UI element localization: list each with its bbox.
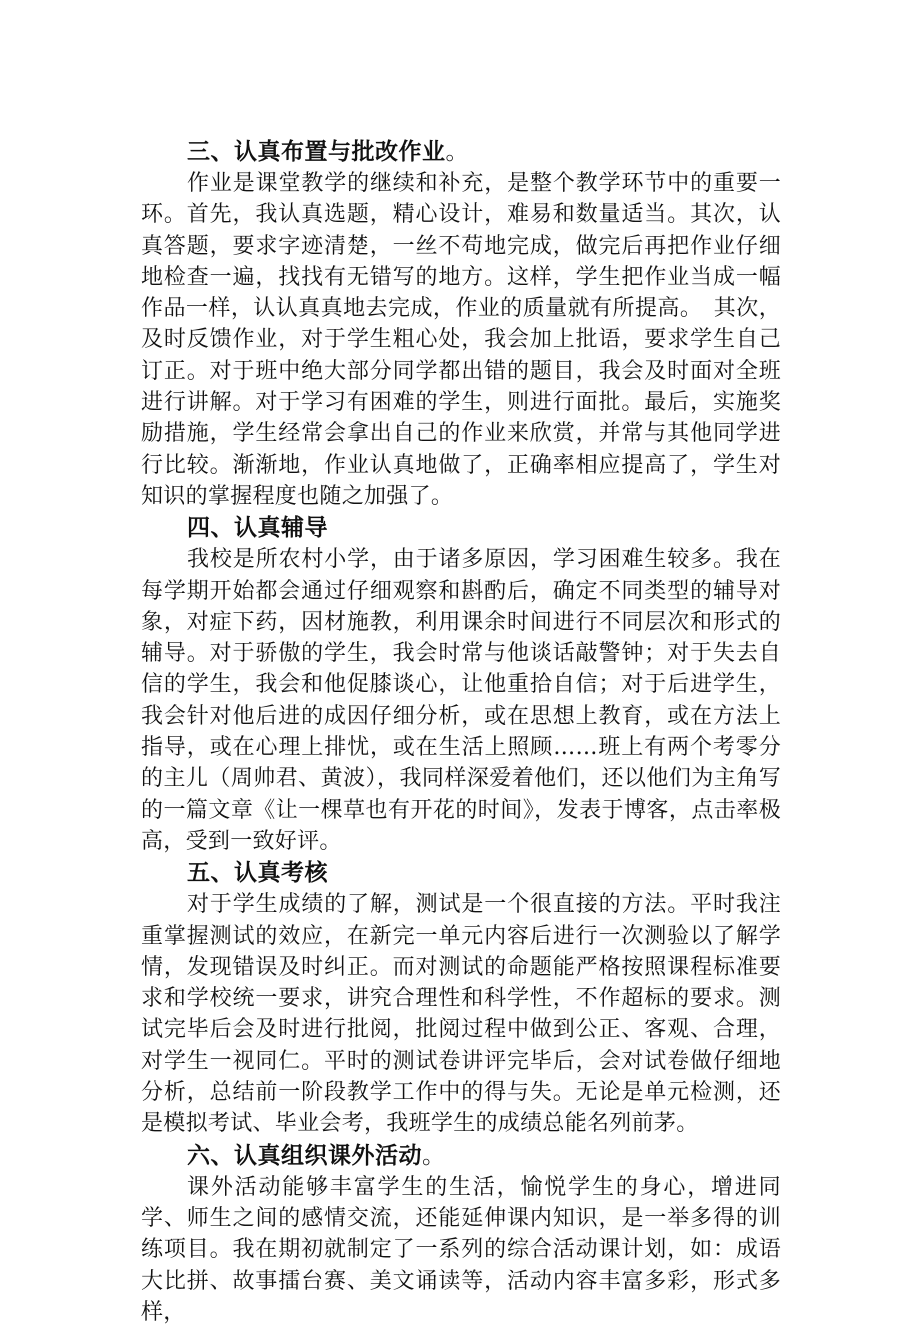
section-heading-homework: 三、认真布置与批改作业。 bbox=[187, 138, 469, 165]
document-page bbox=[141, 136, 781, 1328]
section-heading-assessment: 五、认真考核 bbox=[187, 859, 328, 887]
section-heading-tutoring: 四、认真辅导 bbox=[187, 514, 328, 542]
section-body-assessment: 对于学生成绩的了解，测试是一个很直接的方法。平时我注重掌握测试的效应，在新完一单元内容后进行一次测验以了解学情，发现错误及时纠正。而对测试的命题能严格按照课程标准要求和学校统一要求，讲究合理性和科学性，不作超标的要求。测试完毕后会及时进行批阅，批阅过程中做到公正、客观、合理，对学生一视同仁。平时的测试卷讲评完毕后，会对试卷做仔细地分析，总结前一阶段教学工作中的得与失。无论是单元检测，还是模拟考试、毕业会考，我班学生的成绩总能名列前茅。 bbox=[141, 892, 781, 1137]
section-body-homework: 作业是课堂教学的继续和补充，是整个教学环节中的重要一环。首先，我认真选题，精心设计，难易和数量适当。其次，认真答题，要求字迹清楚，一丝不苟地完成，做完后再把作业仔细地检查一遍，找找有无错写的地方。这样，学生把作业当成一幅作品一样，认认真真地去完成，作业的质量就有所提高。 其次，及时反馈作业，对于学生粗心处，我会加上批语，要求学生自己订正。对于班中绝大部分同学都出错的题目，我会及时面对全班进行讲解。对于学习有困难的学生，则进行面批。最后，实施奖励措施，学生经常会拿出自己的作业来欣赏，并常与其他同学进行比较。渐渐地，作业认真地做了，正确率相应提高了，学生对知识的掌握程度也随之加强了。 bbox=[141, 171, 781, 509]
section-body-tutoring: 我校是所农村小学，由于诸多原因，学习困难生较多。我在每学期开始都会通过仔细观察和斟酌后，确定不同类型的辅导对象，对症下药，因材施教，利用课余时间进行不同层次和形式的辅导。对于骄傲的学生，我会时常与他谈话敲警钟；对于失去自信的学生，我会和他促膝谈心，让他重拾自信；对于后进学生，我会针对他后进的成因仔细分析，或在思想上教育，或在方法上指导，或在心理上排忧，或在生活上照顾……班上有两个考零分的主儿（周帅君、黄波），我同样深爱着他们，还以他们为主角写的一篇文章《让一棵草也有开花的时间》，发表于博客，点击率极高，受到一致好评。 bbox=[141, 547, 781, 854]
section-heading-activities: 六、认真组织课外活动。 bbox=[187, 1141, 446, 1169]
section-body-activities: 课外活动能够丰富学生的生活，愉悦学生的身心，增进同学、师生之间的感情交流，还能延伸课内知识，是一举多得的训练项目。我在期初就制定了一系列的综合活动课计划，如：成语大比拼、故事擂台赛、美文诵读等，活动内容丰富多彩，形式多样， bbox=[141, 1174, 781, 1325]
